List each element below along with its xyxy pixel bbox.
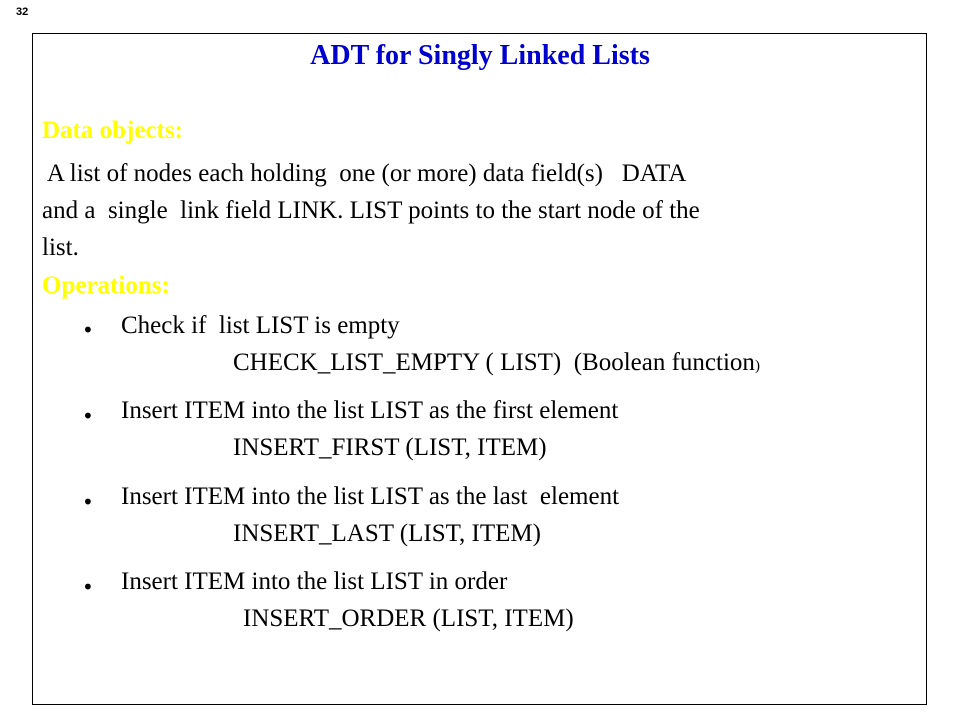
operation-signature xyxy=(233,349,760,377)
operation-description: Insert ITEM into the list LIST as the last element xyxy=(121,483,620,510)
operation-signature xyxy=(233,434,547,462)
operation-description: Check if list LIST is empty xyxy=(121,312,400,339)
operation-description: Insert ITEM into the list LIST as the first element xyxy=(121,397,619,424)
operation-call: INSERT_ORDER (LIST, ITEM) xyxy=(243,605,574,632)
operation-call: INSERT_FIRST (LIST, ITEM) xyxy=(233,434,547,461)
bullet-icon: • xyxy=(82,490,94,514)
bullet-icon: • xyxy=(82,575,94,599)
data-objects-paragraph xyxy=(42,155,902,266)
paragraph-line: and a single link field LINK. LIST points to the start node of the xyxy=(42,197,700,224)
page-title: ADT for Singly Linked Lists xyxy=(310,40,650,71)
operation-description: Insert ITEM into the list LIST in order xyxy=(121,568,508,595)
paragraph-line: A list of nodes each holding one (or more) data field(s) DATA xyxy=(42,160,687,187)
page-number: 32 xyxy=(16,6,29,18)
bullet-icon: • xyxy=(82,318,94,342)
operation-call: CHECK_LIST_EMPTY ( LIST) (Boolean function xyxy=(233,349,755,376)
operations-heading: Operations: xyxy=(42,272,170,299)
operation-signature xyxy=(233,520,541,548)
bullet-icon: • xyxy=(82,404,94,428)
operation-call-suffix: ) xyxy=(754,358,760,374)
paragraph-line: list. xyxy=(42,234,79,261)
operation-call: INSERT_LAST (LIST, ITEM) xyxy=(233,520,541,547)
data-objects-heading: Data objects: xyxy=(42,117,183,144)
operation-signature xyxy=(243,605,574,633)
